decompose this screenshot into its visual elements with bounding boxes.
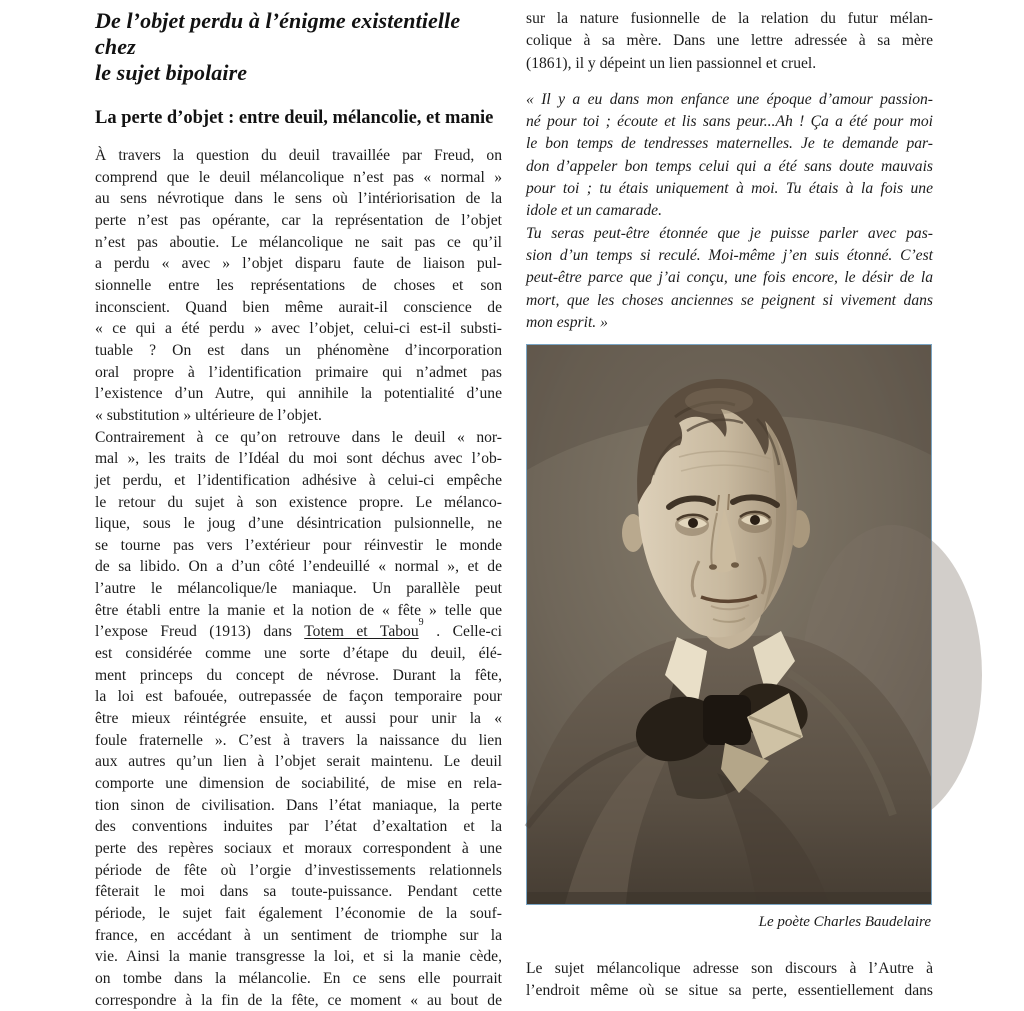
text-line: n’est pas aboutie. Le mélancolique ne sait pas ce qu’il xyxy=(95,233,502,251)
text-line: mort, que les choses anciennes se peignent si vivement dans xyxy=(526,291,933,309)
section-heading: La perte d’objet : entre deuil, mélancolie, et manie xyxy=(95,108,494,128)
text-line: Tu seras peut-être étonnée que je puisse parler avec pas- xyxy=(526,224,933,242)
text-line: perte des repères sociaux et moraux correspondent à une xyxy=(95,840,502,857)
body-paragraph xyxy=(95,145,502,427)
text-line: l’existence d’un Autre, qui annihile la potentialité d’une xyxy=(95,385,502,403)
text-line: pour toi ; tu étais uniquement à moi. Tu étais à la fois une xyxy=(526,180,933,198)
text-line: des conventions induites par l’état d’exaltation et la xyxy=(95,818,502,836)
text-line: être mieux réintégrée ensuite, et aussi pour unir la « xyxy=(95,710,502,728)
text-line: perte n’est pas opérante, car la représentation de l’objet xyxy=(95,211,502,229)
text-line: vie. Ainsi la manie transgresse la loi, et si la manie cède, xyxy=(95,948,502,966)
text-line: « substitution » ultérieure de l’objet. xyxy=(95,406,322,424)
right-column xyxy=(526,8,933,1003)
text-line: se tourne pas vers l’extérieur pour réinvestir le monde xyxy=(95,536,502,554)
text-line: fêterait le moi dans sa toute-puissance. Pendant cette xyxy=(95,883,502,901)
text-line: france, en accédant à un sentiment de triomphe sur la xyxy=(95,926,502,944)
left-column-text xyxy=(95,145,502,1011)
text-line: mon esprit. » xyxy=(526,313,608,331)
text-line: le bon temps de tendresses maternelles. Je te demande par- xyxy=(526,135,933,153)
right-column-text-bottom xyxy=(526,958,933,1003)
text-line: jet perdu, et l’identification adhésive à celui-ci empêche xyxy=(95,471,502,489)
text-line: Le sujet mélancolique adresse son discours à l’Autre à xyxy=(526,960,933,978)
right-column-text-top xyxy=(526,8,933,334)
text-line: est considérée comme une sorte d’étape du deuil, élé- xyxy=(95,645,502,663)
body-paragraph xyxy=(526,8,933,75)
left-column xyxy=(95,8,502,1011)
text-line: aux autres qu’un lien à l’objet serait maintenu. Le deuil xyxy=(95,753,502,771)
article-title-line-2: le sujet bipolaire xyxy=(95,60,248,85)
quote-paragraph xyxy=(526,89,933,223)
text-line: né pour toi ; écoute et lis sans peur...Ah ! Ça a été pour moi xyxy=(526,113,933,131)
text-line: inconscient. Quand bien même aurait-il conscience de xyxy=(95,298,502,316)
baudelaire-photo-figure xyxy=(526,344,930,932)
text-line: l’autre le mélancolique/le maniaque. Un parallèle peut xyxy=(95,580,502,598)
text-line: être établi entre la manie et la notion de « fête » telle que xyxy=(95,601,502,619)
text-line: période de fête où l’orgie d’investissements relationnels xyxy=(95,861,502,879)
text-line: la loi est bafouée, outrepassée de façon temporaire pour xyxy=(95,688,502,706)
text-line: ment princeps du concept de névrose. Durant la fête, xyxy=(95,666,502,684)
text-line: tuable ? On est dans un phénomène d’incorporation xyxy=(95,341,502,359)
text-line: tion sinon de civilisation. Dans l’état maniaque, la perte xyxy=(95,796,502,814)
text-line: idole et un camarade. xyxy=(526,202,662,220)
text-line: Contrairement à ce qu’on retrouve dans le deuil « nor- xyxy=(95,428,502,446)
text-line: mal », les traits de l’Idéal du moi sont déchus avec l’ob- xyxy=(95,450,502,468)
text-line: (1861), il y dépeint un lien passionnel et cruel. xyxy=(526,54,817,72)
text-line: l’endroit même où se situe sa perte, essentiellement dans xyxy=(526,982,933,1000)
text-line: colique à sa mère. Dans une lettre adressée à sa mère xyxy=(526,32,933,50)
text-line: correspondre à la fin de la fête, ce moment « au bout de xyxy=(95,991,502,1009)
text-line: a perdu « avec » l’objet disparu faute de liaison pul- xyxy=(95,255,502,273)
text-line: « Il y a eu dans mon enfance une époque d’amour passion- xyxy=(526,90,933,108)
article-title xyxy=(95,8,502,86)
text-line: lique, sous le joug d’une désintrication pulsionnelle, ne xyxy=(95,515,502,533)
text-line: l’expose Freud (1913) dans Totem et Tabou$^9$ . Celle-ci xyxy=(95,617,502,641)
quote-paragraph xyxy=(526,223,933,334)
text-line: peut-être parce que j’ai conçu, une fois encore, le désir de la xyxy=(526,269,933,287)
text-line: don d’appeler bon temps celui qui a été sans doute mauvais xyxy=(526,157,933,175)
text-line: comporte une dimension de sociabilité, de mise en rela- xyxy=(95,775,502,793)
text-line: « ce qui a été perdu » avec l’objet, celui-ci est-il substi- xyxy=(95,320,502,338)
body-paragraph xyxy=(95,427,502,1011)
text-line: foule fraternelle ». C’est à travers la naissance du lien xyxy=(95,731,502,749)
text-line: de sa libido. On a d’un côté l’endeuillé « normal », et de xyxy=(95,558,502,576)
text-line: comprend que le deuil mélancolique n’est pas « normal » xyxy=(95,168,502,186)
text-line: le retour du sujet à son existence propre. Le mélanco- xyxy=(95,493,502,511)
text-line: À travers la question du deuil travaillée par Freud, on xyxy=(95,147,502,164)
text-line: sionnelle entre les représentations de choses et son xyxy=(95,276,502,294)
text-line: sion d’un temps si reculé. Moi-même j’en suis étonné. C’est xyxy=(526,246,933,264)
text-line: sur la nature fusionnelle de la relation du futur mélan- xyxy=(526,10,933,27)
baudelaire-portrait-photo xyxy=(526,344,932,905)
text-line: oral propre à l’identification primaire qui n’admet pas xyxy=(95,363,502,381)
photo-caption: Le poète Charles Baudelaire xyxy=(758,914,931,931)
text-line: période, le sujet fait également l’économie de la souf- xyxy=(95,904,502,922)
article-title-line-1: De l’objet perdu à l’énigme existentielle chez xyxy=(95,8,461,59)
text-line: on tombe dans la mélancolie. En ce sens elle pourrait xyxy=(95,969,502,987)
body-paragraph xyxy=(526,958,933,1003)
text-line: au sens névrotique dans le sens où l’intériorisation de la xyxy=(95,190,502,208)
